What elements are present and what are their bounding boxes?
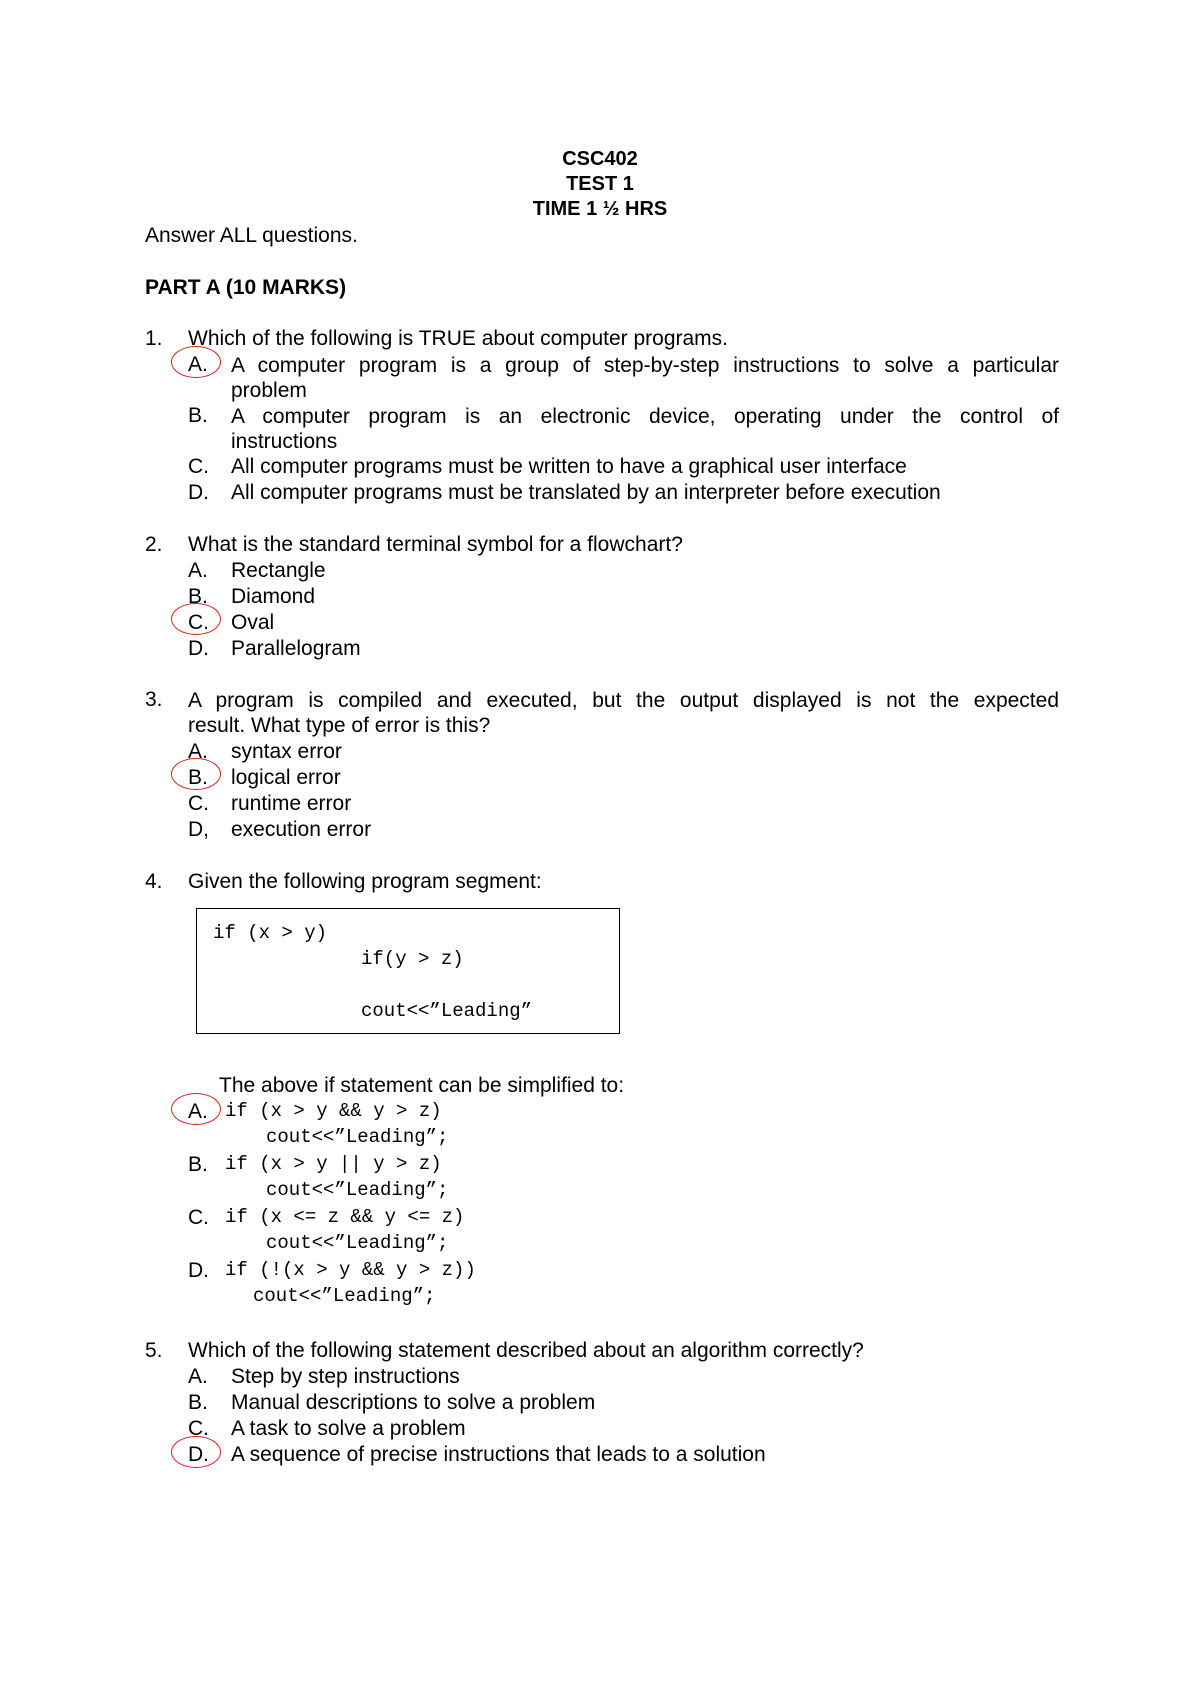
q1-option-b-letter: B. — [188, 404, 208, 427]
q2-option-c-text: Oval — [231, 611, 275, 634]
q3-option-a-text: syntax error — [231, 740, 342, 763]
code-line-3: cout<<”Leading” — [361, 1000, 533, 1022]
q4-option-b-letter: B. — [188, 1153, 208, 1176]
q1-option-d-text: All computer programs must be translated by an interpreter before execution — [231, 481, 941, 504]
q4-option-a-code: if (x > y && y > z) — [225, 1100, 442, 1122]
question-1-text: Which of the following is TRUE about computer programs. — [188, 327, 729, 350]
q1-option-c-text: All computer programs must be written to have a graphical user interface — [231, 455, 907, 478]
q2-option-a-letter: A. — [188, 559, 208, 582]
question-3-text-cont: result. What type of error is this? — [188, 714, 491, 737]
course-code: CSC402 — [562, 148, 638, 170]
q3-option-a-letter: A. — [188, 740, 208, 763]
q5-option-d-text: A sequence of precise instructions that leads to a solution — [231, 1443, 766, 1466]
q1-option-c-letter: C. — [188, 455, 209, 478]
question-4-followup: The above if statement can be simplified to: — [219, 1074, 625, 1097]
q3-option-b-text: logical error — [231, 766, 341, 789]
question-5-number: 5. — [145, 1339, 163, 1362]
q3-option-c-letter: C. — [188, 792, 209, 815]
q5-option-c-text: A task to solve a problem — [231, 1417, 466, 1440]
question-4-text: Given the following program segment: — [188, 870, 542, 893]
q1-option-b-text-cont: instructions — [231, 430, 338, 453]
q5-option-a-letter: A. — [188, 1365, 208, 1388]
question-1-number: 1. — [145, 327, 163, 350]
q5-option-b-letter: B. — [188, 1391, 208, 1414]
part-title: PART A (10 MARKS) — [145, 276, 347, 299]
q4-option-c-code-cont: cout<<”Leading”; — [266, 1232, 449, 1254]
q2-option-d-text: Parallelogram — [231, 637, 361, 660]
q4-option-a-code-cont: cout<<”Leading”; — [266, 1126, 449, 1148]
q4-answer-circle — [171, 1093, 221, 1125]
q2-option-b-letter: B. — [188, 585, 208, 608]
q1-option-d-letter: D. — [188, 481, 209, 504]
question-4-number: 4. — [145, 870, 163, 893]
q2-option-d-letter: D. — [188, 637, 209, 660]
code-segment-box — [196, 908, 620, 1034]
q4-option-b-code-cont: cout<<”Leading”; — [266, 1179, 449, 1201]
q4-option-c-letter: C. — [188, 1206, 209, 1229]
q2-option-a-text: Rectangle — [231, 559, 326, 582]
q1-answer-circle — [171, 346, 221, 378]
q2-option-c-letter: C. — [188, 611, 209, 634]
q5-option-b-text: Manual descriptions to solve a problem — [231, 1391, 596, 1414]
time-allowed: TIME 1 ½ HRS — [532, 198, 668, 220]
instructions: Answer ALL questions. — [145, 224, 358, 247]
q4-option-d-code-cont: cout<<”Leading”; — [253, 1285, 436, 1307]
test-title: TEST 1 — [566, 173, 634, 195]
code-line-2: if(y > z) — [361, 948, 464, 970]
q5-option-a-text: Step by step instructions — [231, 1365, 460, 1388]
q5-option-d-letter: D. — [188, 1443, 209, 1466]
question-3-number: 3. — [145, 688, 163, 711]
q3-option-c-text: runtime error — [231, 792, 352, 815]
q3-option-d-text: execution error — [231, 818, 372, 841]
q4-option-d-letter: D. — [188, 1259, 209, 1282]
question-3-text: A program is compiled and executed, but the output displayed is not the expected — [188, 689, 1059, 712]
code-line-1: if (x > y) — [213, 922, 328, 944]
q1-option-a-letter: A. — [188, 353, 208, 376]
q3-option-d-letter: D, — [188, 818, 209, 841]
q4-option-d-code: if (!(x > y && y > z)) — [225, 1259, 476, 1281]
q1-option-b-text: A computer program is an electronic device, operating under the control of — [231, 405, 1059, 428]
q4-option-c-code: if (x <= z && y <= z) — [225, 1206, 465, 1228]
q4-option-a-letter: A. — [188, 1100, 208, 1123]
question-5-text: Which of the following statement described about an algorithm correctly? — [188, 1339, 864, 1362]
q1-option-a-text: A computer program is a group of step-by-step instructions to solve a particular — [231, 354, 1059, 377]
question-2-number: 2. — [145, 533, 163, 556]
q3-answer-circle — [171, 758, 221, 790]
q2-answer-circle — [171, 603, 221, 635]
q2-option-b-text: Diamond — [231, 585, 316, 608]
q5-option-c-letter: C. — [188, 1417, 209, 1440]
q1-option-a-text-cont: problem — [231, 379, 307, 402]
q5-answer-circle — [171, 1436, 221, 1468]
question-2-text: What is the standard terminal symbol for a flowchart? — [188, 533, 683, 556]
q3-option-b-letter: B. — [188, 766, 208, 789]
q4-option-b-code: if (x > y || y > z) — [225, 1153, 442, 1175]
